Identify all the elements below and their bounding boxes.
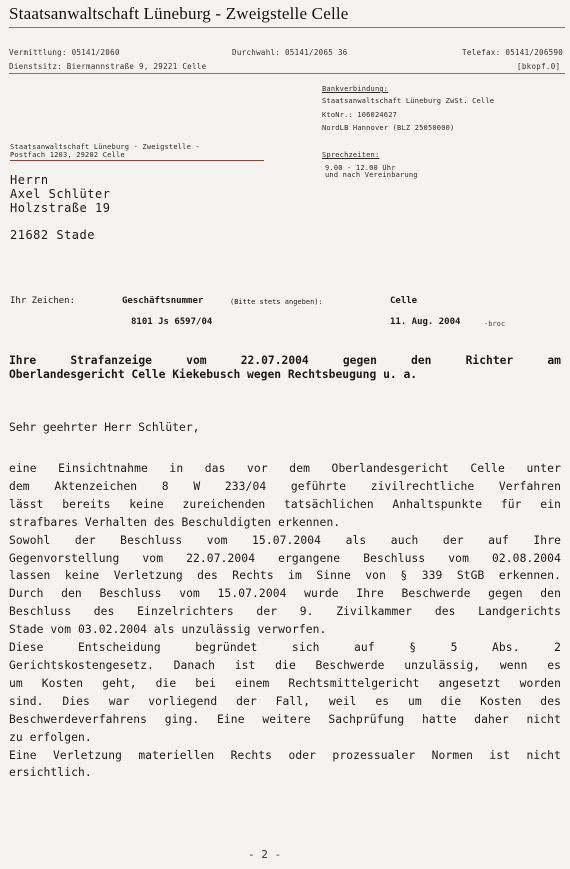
bank-line-3: NordLB Hannover (BLZ 25050000) [322, 124, 455, 132]
salutation: Sehr geehrter Herr Schlüter, [9, 421, 200, 434]
header-rule-2 [9, 73, 565, 74]
phone-vermittlung: Vermittlung: 05141/2060 [9, 48, 120, 57]
body-line: Diese Entscheidung begründet sich auf § 5 Abs. 2 [9, 641, 561, 655]
letterhead-title: Staatsanwaltschaft Lüneburg - Zweigstelle Celle [9, 4, 349, 23]
bank-line-1: Staatsanwaltschaft Lüneburg ZwSt. Celle [322, 97, 495, 105]
body-line: Beschwerdeverfahrens ging. Eine weitere Sachprüfung hatte daher nicht [9, 712, 561, 726]
header-rule [9, 27, 565, 28]
letter-body [9, 460, 561, 782]
signature-code: -broc [484, 320, 506, 328]
body-line: dem Aktenzeichen 8 W 233/04 geführte zivilrechtliche Verfahren [9, 479, 561, 493]
body-line: sind. Dies war vorliegend der Fall, weil es um die Kosten des [9, 694, 561, 708]
recipient-name: Axel Schlüter [10, 187, 111, 201]
dienstsitz-address: Dienstsitz: Biermannstraße 9, 29221 Celle [9, 62, 207, 71]
recipient-salutation: Herrn [10, 173, 49, 187]
body-line: Beschluss des Einzelrichters der 9. Zivilkammer des Landgerichts [9, 605, 561, 619]
body-line: Gegenvorstellung vom 22.07.2004 ergangene Beschluss vom 02.08.2004 [9, 551, 561, 565]
hours-line-1: 9.00 - 12.00 Uhr [325, 164, 396, 172]
fax-number: Telefax: 05141/206590 [462, 48, 564, 57]
recipient-city: 21682 Stade [10, 228, 95, 242]
ihr-zeichen-label: Ihr Zeichen: [10, 296, 76, 306]
geschaeftsnummer-hint: (Bitte stets angeben): [230, 298, 323, 306]
subject-block [9, 354, 561, 382]
hours-heading: Sprechzeiten: [322, 151, 380, 159]
body-line: eine Einsichtnahme in das vor dem Oberlandesgericht Celle unter [9, 462, 561, 475]
body-line: lassen keine Verletzung des Rechts im Sinne von § 339 StGB erkennen. [9, 569, 561, 583]
subject-line-1: Ihre Strafanzeige vom 22.07.2004 gegen den Richter am [9, 354, 561, 367]
body-line: Stade vom 03.02.2004 als unzulässig verworfen. [9, 623, 327, 637]
page-number: - 2 - [248, 848, 282, 861]
body-line: Eine Verletzung materiellen Rechts oder prozessualer Normen ist nicht [9, 748, 561, 762]
letter-date: 11. Aug. 2004 [390, 317, 461, 327]
body-line: um Kosten geht, die bei einem Rechtsmittelgericht angesetzt worden [9, 676, 561, 690]
sender-line-2: Postfach 1203, 29202 Celle [10, 150, 264, 161]
letterhead-code: [bkopf.0] [517, 62, 561, 71]
bank-heading: Bankverbindung: [322, 85, 389, 93]
hours-line-2: und nach Vereinbarung [325, 171, 418, 179]
phone-durchwahl: Durchwahl: 05141/2065 36 [232, 48, 348, 57]
body-line: Durch den Beschluss vom 15.07.2004 wurde Ihre Beschwerde gegen den [9, 587, 561, 601]
recipient-street: Holzstraße 19 [10, 201, 111, 215]
body-line: lässt bereits keine zureichenden tatsächlichen Anhaltspunkte für ein [9, 497, 561, 511]
geschaeftsnummer-value: 8101 Js 6597/04 [131, 317, 213, 327]
body-line: zu erfolgen. [9, 730, 92, 744]
subject-line-2: Oberlandesgericht Celle Kiekebusch wegen Rechtsbeugung u. a. [9, 368, 418, 381]
body-line: Sowohl der Beschluss vom 15.07.2004 als auch der auf Ihre [9, 533, 561, 547]
sender-line-1: Staatsanwaltschaft Lüneburg - Zweigstelle - [10, 143, 200, 151]
body-line: Gerichtskostengesetz. Danach ist die Beschwerde unzulässig, wenn es [9, 658, 561, 672]
geschaeftsnummer-label: Geschäftsnummer [122, 296, 204, 306]
bank-line-2: KtoNr.: 106024627 [322, 111, 398, 119]
body-line: ersichtlich. [9, 766, 92, 780]
body-line: strafbares Verhalten des Beschuldigten erkennen. [9, 515, 341, 529]
place-label: Celle [390, 296, 418, 306]
